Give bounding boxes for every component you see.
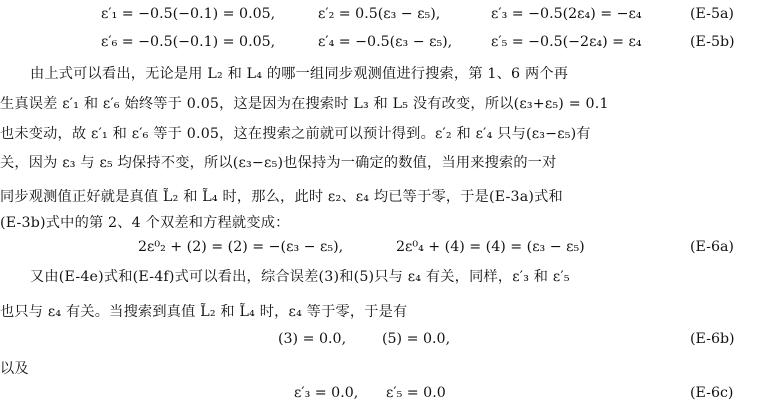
equation-tag-e6a: (E-6a)	[690, 239, 734, 255]
equation-tag-e6b: (E-6b)	[690, 331, 735, 347]
equation-e5a-part2: ε′₂ = 0.5(ε₃ − ε₅),	[318, 6, 441, 22]
equation-e5a-part1: ε′₁ = −0.5(−0.1) = 0.05,	[101, 6, 276, 22]
equation-e5b-part2: ε′₄ = −0.5(ε₃ − ε₅),	[318, 34, 453, 50]
paragraph-line: 也只与 ε₄ 有关。当搜索到真值 L̃₂ 和 L̃₄ 时，ε₄ 等于零，于是有	[0, 304, 408, 320]
equation-e5b-part1: ε′₆ = −0.5(−0.1) = 0.05,	[101, 34, 276, 50]
paragraph-line: 同步观测值正好就是真值 L̃₂ 和 L̃₄ 时，那么，此时 ε₂、ε₄ 均已等于零，于是(E-3a)式和	[0, 189, 563, 205]
equation-tag-e5a: (E-5a)	[690, 6, 734, 22]
paragraph-line: 由上式可以看出，无论是用 L₂ 和 L₄ 的哪一组同步观测值进行搜索，第 1、6 两个再	[30, 66, 569, 82]
paragraph-line: 生真误差 ε′₁ 和 ε′₆ 始终等于 0.05，这是因为在搜索时 L₃ 和 L₅ 没有改变，所以(ε₃+ε₅) = 0.1	[0, 96, 609, 112]
paragraph-line: 以及	[0, 361, 29, 377]
equation-e6a-part2: 2ε⁰₄ + (4) = (4) = (ε₃ − ε₅)	[396, 239, 585, 255]
paragraph-line: 又由(E-4e)式和(E-4f)式可以看出，综合误差(3)和(5)只与 ε₄ 有关，同样，ε′₃ 和 ε′₅	[30, 269, 570, 285]
paragraph-line: (E-3b)式中的第 2、4 个双差和方程就变成：	[0, 215, 290, 231]
equation-tag-e5b: (E-5b)	[690, 34, 735, 50]
equation-e6c-part2: ε′₅ = 0.0	[386, 385, 446, 401]
equation-e6b-part1: (3) = 0.0,	[278, 331, 347, 347]
equation-e6a-part1: 2ε⁰₂ + (2) = (2) = −(ε₃ − ε₅),	[138, 239, 344, 255]
equation-e5a-part3: ε′₃ = −0.5(2ε₄) = −ε₄	[491, 6, 642, 22]
equation-tag-e6c: (E-6c)	[690, 385, 734, 401]
equation-e6b-part2: (5) = 0.0,	[382, 331, 451, 347]
paragraph-line: 也未变动，故 ε′₁ 和 ε′₆ 等于 0.05，这在搜索之前就可以预计得到。ε′₂ 和 ε′₄ 只与(ε₃−ε₅)有	[0, 126, 591, 142]
paragraph-line: 关，因为 ε₃ 与 ε₅ 均保持不变，所以(ε₃−ε₅)也保持为一确定的数值，当用来搜索的一对	[0, 155, 557, 171]
equation-e6c-part1: ε′₃ = 0.0,	[294, 385, 359, 401]
equation-e5b-part3: ε′₅ = −0.5(−2ε₄) = ε₄	[491, 34, 642, 50]
